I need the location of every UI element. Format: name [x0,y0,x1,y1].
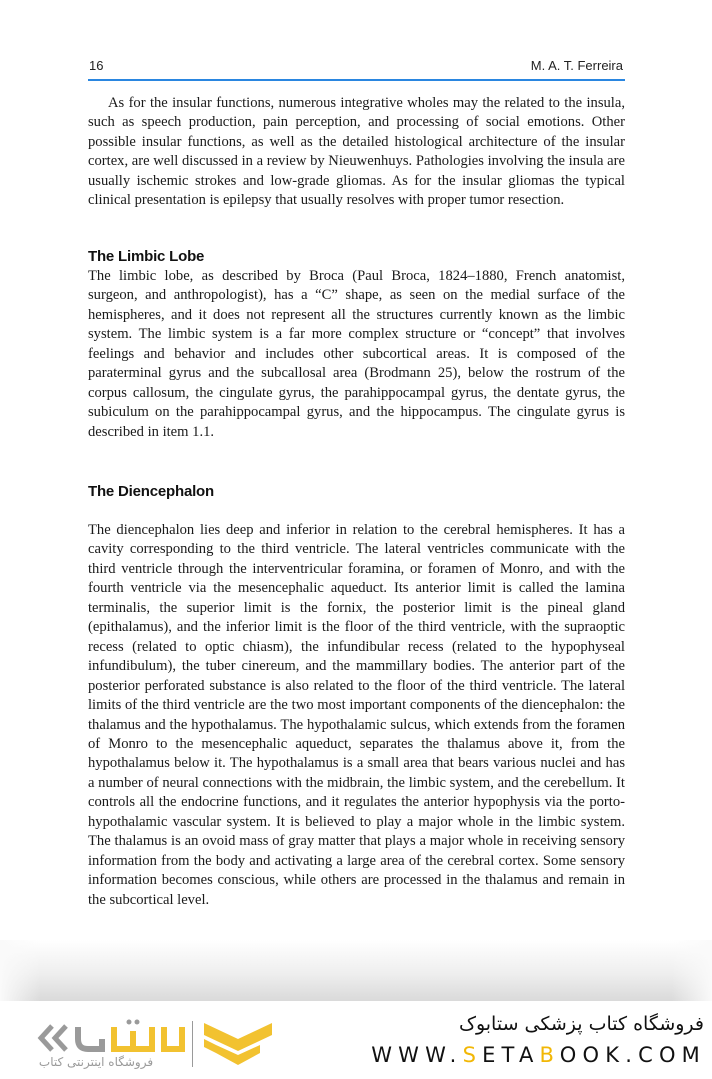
logo-tagline: فروشگاه اینترنتی کتاب [38,1055,154,1069]
url-part: ETA [482,1043,540,1067]
running-header [88,55,625,81]
running-author: M. A. T. Ferreira [530,58,623,73]
limbic-lobe-block [88,267,625,442]
page-number: 16 [89,58,104,73]
section-heading-limbic-lobe: The Limbic Lobe [88,248,205,265]
url-part: WWW. [371,1043,463,1067]
limbic-lobe-paragraph: The limbic lobe, as described by Broca (Paul Broca, 1824–1880, French anatomist, surgeon, and anthropologist), has a “C” shape, as seen on the medial surface of the hemispheres, and it does not represent all the structures currently known as the limbic system. The limbic system is a far more complex structure or “concept” that involves feelings and behavior and includes other subcortical areas. It is composed of the paraterminal gyrus and the subcallosal area (Brodmann 25), below the rostrum of the corpus callosum, the cingulate gyrus, the parahippocampal gyrus, the dentate gyrus, the subiculum on the parahippocampal gyrus, and the hippocampus. The cingulate gyrus is described in item 1.1. [88,268,625,440]
setabook-chevron-mark-icon [202,1019,274,1076]
url-part: OOK.COM [559,1043,706,1067]
setabook-wordmark-icon [74,1019,186,1060]
url-highlight: B [539,1043,560,1067]
insula-paragraph-block [88,94,625,211]
insula-paragraph: As for the insular functions, numerous integrative wholes may the related to the insula, such as speech production, pain perception, and processing of social emotions. Other possible insular functions, as well as the detailed histological architecture of the insular cortex, are well discussed in a review by Nieuwenhuys. Pathologies involving the insula are usually ischemic strokes and low-grade gliomas. As for the insular gliomas the typical clinical presentation is epilepsy that usually resolves with proper tumor resection. [88,95,625,209]
url-highlight: S [462,1043,483,1067]
diencephalon-block [88,521,625,910]
setabook-logo[interactable] [34,1015,274,1073]
diencephalon-paragraph: The diencephalon lies deep and inferior in relation to the cerebral hemispheres. It has a cavity corresponding to the third ventricle. The lateral ventricles communicate with the third ventricle through the interventricular foramina, or foramen of Monro, and with the fourth ventricle via the mesencephalic aqueduct. Its anterior limit is called the lamina terminalis, the superior limit is the fornix, the posterior limit is the pineal gland (epithalamus), and the inferior limit is the floor of the third ventricle, with the supraoptic recess (related to optic chiasm), the infundibular recess (related to the hypophyseal infundibulum), the tuber cinereum, and the mammillary bodies. The anterior part of the posterior perforated substance is also related to the floor of the third ventricle. The lateral limits of the third ventricle are the two most important components of the diencephalon: the thalamus and the hypothalamus. The hypothalamic sulcus, which extends from the foramen of Monro to the mesencephalic aqueduct, separates the thalamus above it, from the hypothalamus below it. The hypothalamus is a small area that bears various nuclei and has a number of neural connections with the midbrain, the limbic system, and the cerebellum. It controls all the endocrine functions, and it regulates the anterior hypophysis via the porto-hypothalamic vascular system. It is believed to play a major whole in the limbic system. The thalamus is an ovoid mass of gray matter that plays a major whole in receiving sensory information from the body and activating a large area of the cerebral cortex. Some sensory information becomes conscious, while others are processed in the thalamus and remain in the subcortical level. [88,522,625,908]
section-heading-diencephalon: The Diencephalon [88,483,214,500]
store-url-link[interactable] [371,1043,706,1067]
logo-divider [192,1021,193,1067]
store-footer-banner [0,1001,712,1079]
double-chevron-left-icon [36,1023,76,1058]
store-name: فروشگاه کتاب پزشکی ستابوک [458,1013,704,1035]
page-shadow [0,940,712,1002]
